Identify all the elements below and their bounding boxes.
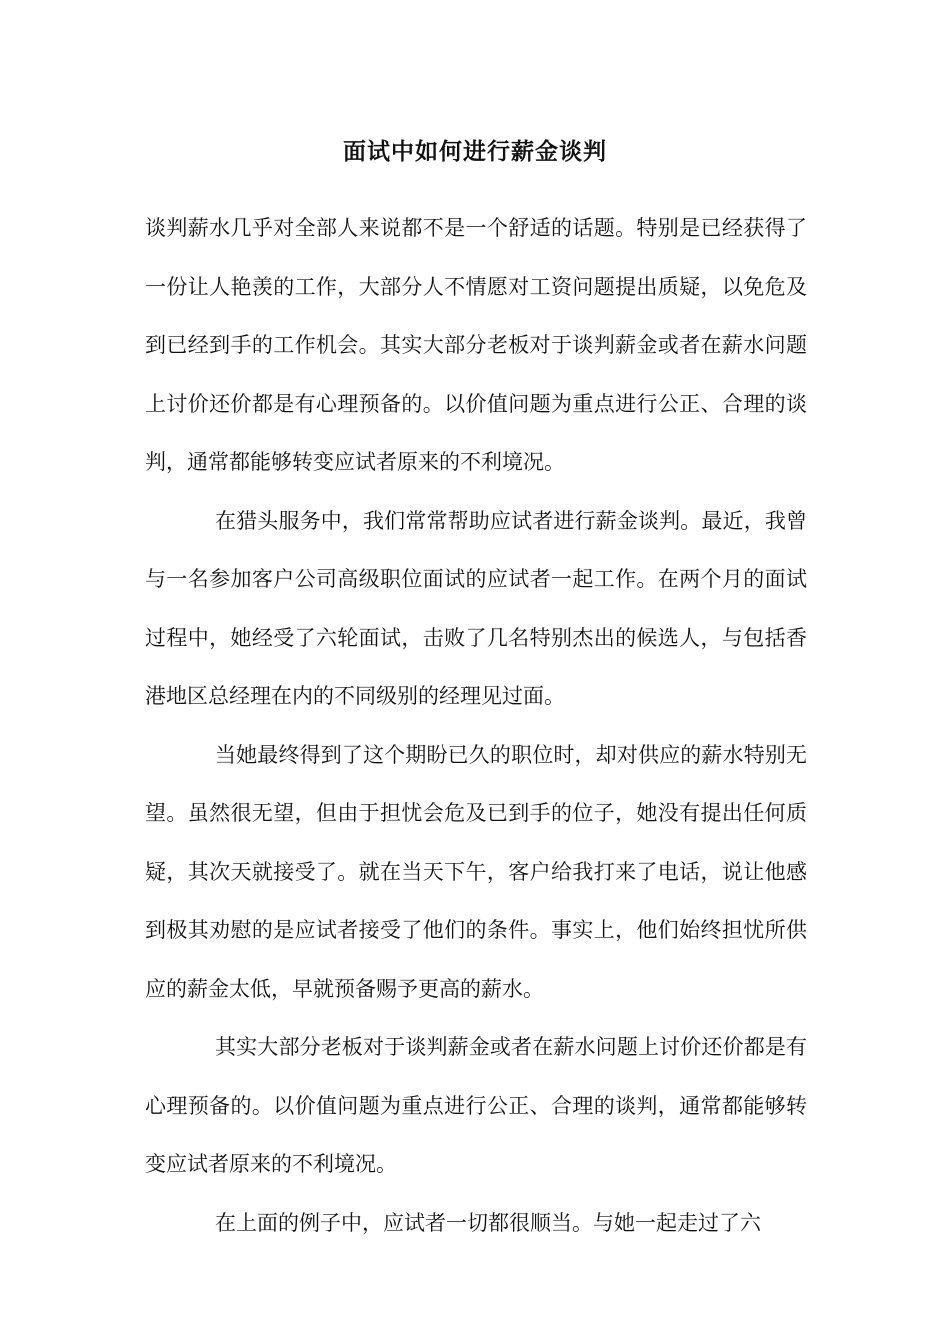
paragraph-5: 在上面的例子中，应试者一切都很顺当。与她一起走过了六	[215, 1210, 761, 1235]
document-title: 面试中如何进行薪金谈判	[343, 139, 607, 165]
paragraph-4: 其实大部分老板对于谈判薪金或者在薪水问题上讨价还价都是有心理预备的。以价值问题为重点进行公正、合理的谈判，通常都能够转变应试者原来的不利境况。	[145, 1035, 807, 1176]
paragraph-3: 当她最终得到了这个期盼已久的职位时，却对供应的薪水特别无望。虽然很无望，但由于担忧会危及已到手的位子，她没有提出任何质疑，其次天就接受了。就在当天下午，客户给我打来了电话，说让他感到极其劝慰的是应试者接受了他们的条件。事实上，他们始终担忧所供应的薪金太低，早就预备赐予更高的薪水。	[145, 742, 807, 1001]
paragraph-2: 在猎头服务中，我们常常帮助应试者进行薪金谈判。最近，我曾与一名参加客户公司高级职位面试的应试者一起工作。在两个月的面试过程中，她经受了六轮面试，击败了几名特别杰出的候选人，与包括香港地区总经理在内的不同级别的经理见过面。	[145, 508, 807, 708]
document-body	[145, 199, 807, 1252]
paragraph-1: 谈判薪水几乎对全部人来说都不是一个舒适的话题。特别是已经获得了一份让人艳羡的工作，大部分人不情愿对工资问题提出质疑，以免危及到已经到手的工作机会。其实大部分老板对于谈判薪金或者在薪水问题上讨价还价都是有心理预备的。以价值问题为重点进行公正、合理的谈判，通常都能够转变应试者原来的不利境况。	[145, 216, 807, 474]
